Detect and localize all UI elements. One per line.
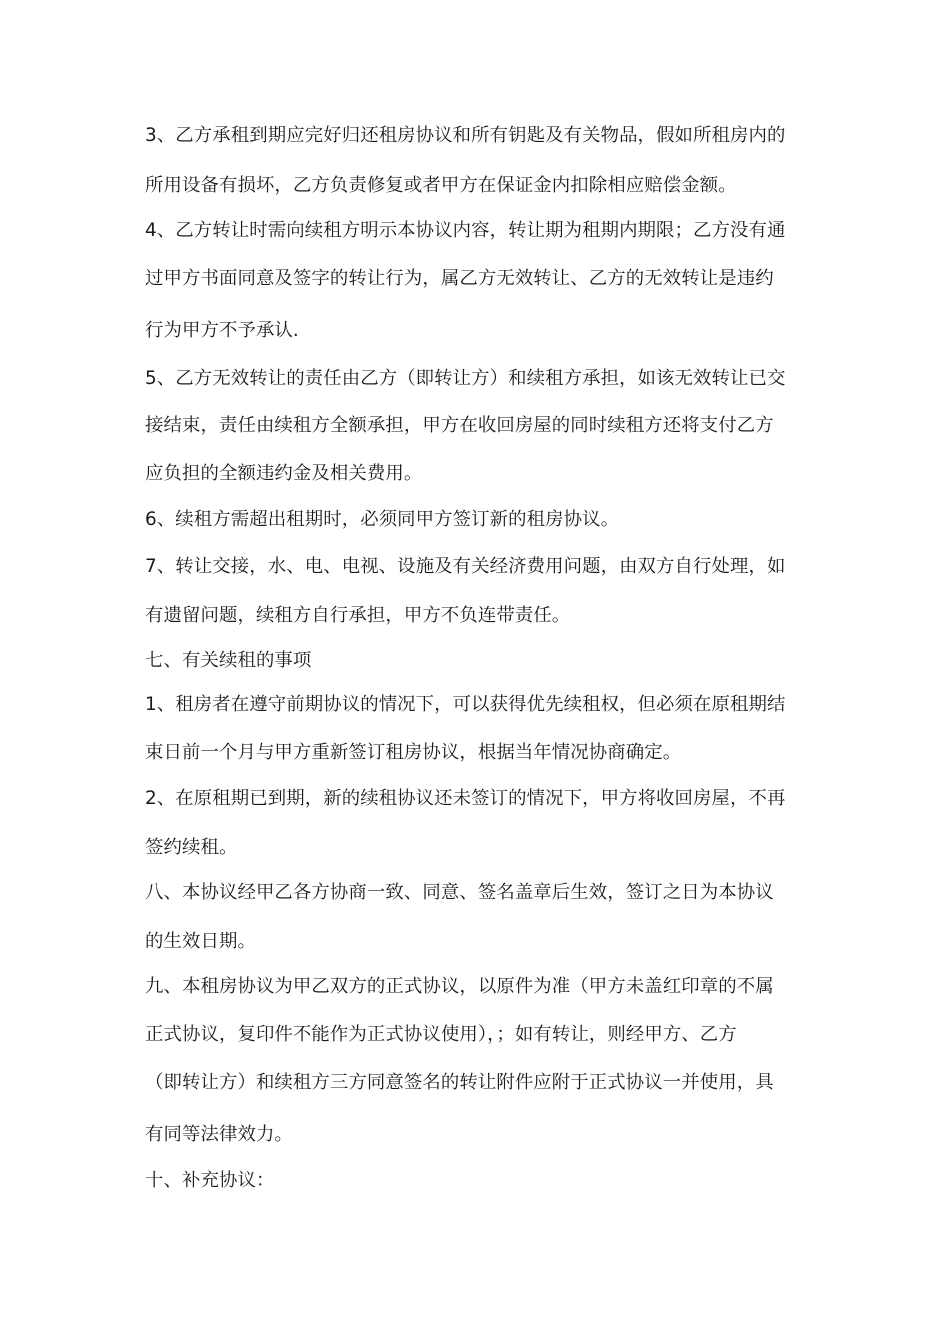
text-line: 有遗留问题，续租方自行承担，甲方不负连带责任。 <box>145 605 571 626</box>
text-line: 九、本租房协议为甲乙双方的正式协议，以原件为准（甲方未盖红印章的不属 <box>145 976 774 997</box>
text-line: 过甲方书面同意及签字的转让行为，属乙方无效转让、乙方的无效转让是违约 <box>145 268 774 289</box>
text-line: 6、续租方需超出租期时，必须同甲方签订新的租房协议。 <box>145 509 620 530</box>
text-line: 的生效日期。 <box>145 931 256 952</box>
text-line: 7、转让交接，水、电、电视、设施及有关经济费用问题，由双方自行处理，如 <box>145 556 786 577</box>
text-line: 4、乙方转让时需向续租方明示本协议内容，转让期为租期内期限；乙方没有通 <box>145 220 786 241</box>
text-line: 应负担的全额违约金及相关费用。 <box>145 463 423 484</box>
text-line: 行为甲方不予承认. <box>145 320 299 341</box>
text-line: 1、租房者在遵守前期协议的情况下，可以获得优先续租权，但必须在原租期结 <box>145 694 786 715</box>
text-line: 签约续租。 <box>145 837 238 858</box>
text-line: 5、乙方无效转让的责任由乙方（即转让方）和续租方承担，如该无效转让已交 <box>145 368 786 389</box>
text-line: 有同等法律效力。 <box>145 1124 293 1145</box>
section-heading: 七、有关续租的事项 <box>145 650 312 671</box>
text-line: 正式协议，复印件不能作为正式协议使用），；如有转让，则经甲方、乙方 <box>145 1024 737 1045</box>
text-line: 束日前一个月与甲方重新签订租房协议，根据当年情况协商确定。 <box>145 742 682 763</box>
text-line: 3、乙方承租到期应完好归还租房协议和所有钥匙及有关物品，假如所租房内的 <box>145 125 786 146</box>
text-line: 所用设备有损坏，乙方负责修复或者甲方在保证金内扣除相应赔偿金额。 <box>145 175 737 196</box>
section-heading: 十、补充协议： <box>145 1170 275 1191</box>
text-line: 接结束，责任由续租方全额承担，甲方在收回房屋的同时续租方还将支付乙方 <box>145 415 774 436</box>
text-line: 2、在原租期已到期，新的续租协议还未签订的情况下，甲方将收回房屋，不再 <box>145 788 786 809</box>
text-line: （即转让方）和续租方三方同意签名的转让附件应附于正式协议一并使用，具 <box>145 1072 774 1093</box>
text-line: 八、本协议经甲乙各方协商一致、同意、签名盖章后生效，签订之日为本协议 <box>145 882 774 903</box>
